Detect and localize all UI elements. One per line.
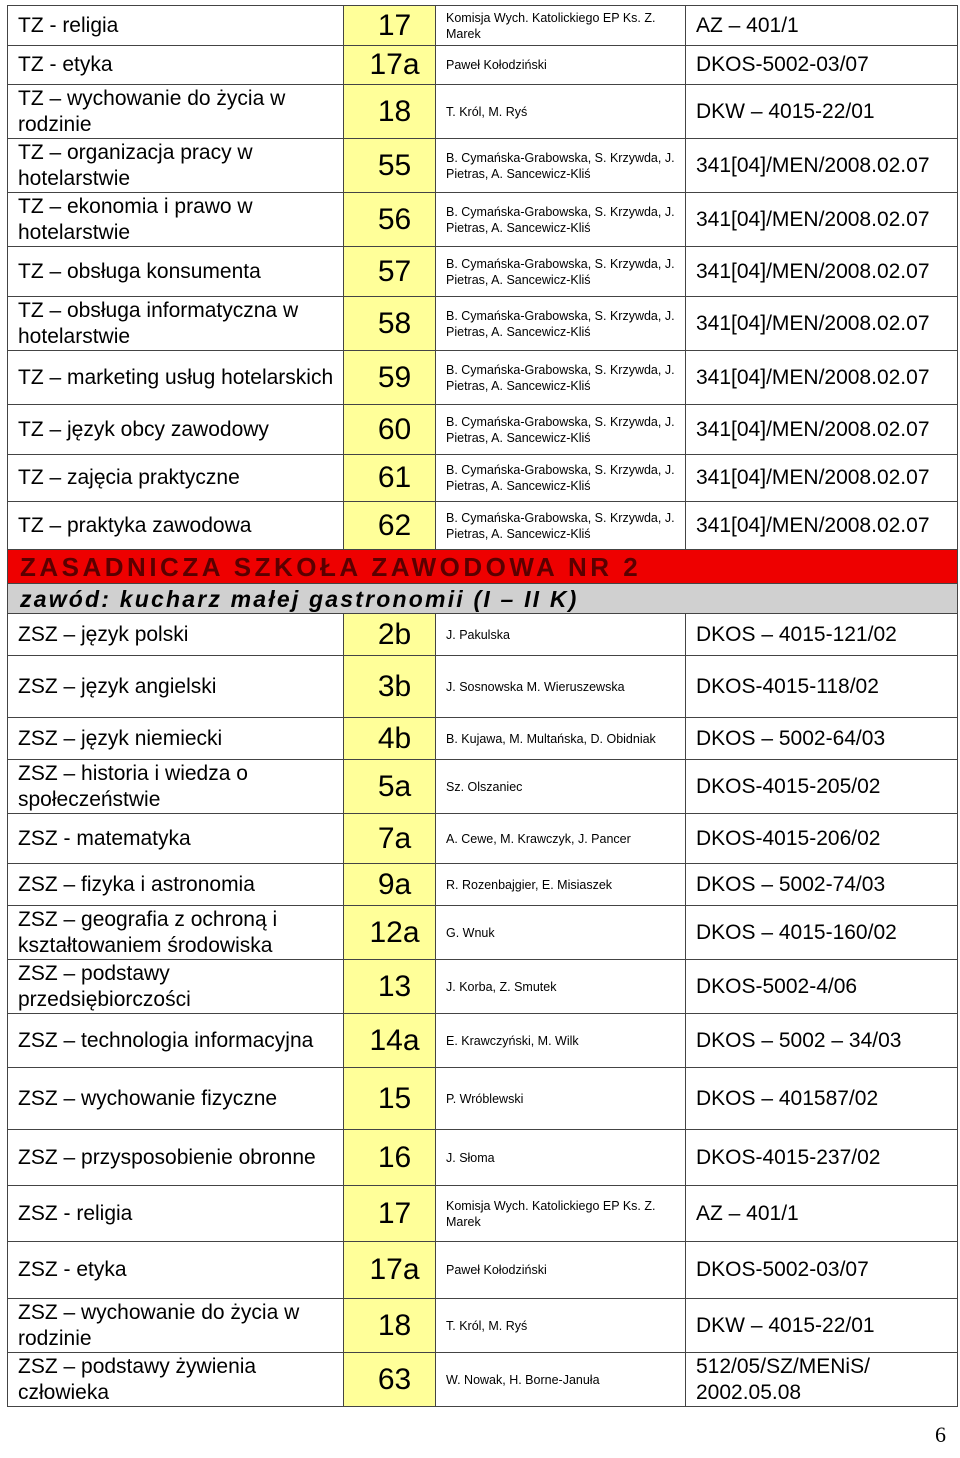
program-number-cell: 59 <box>344 351 436 405</box>
authors-cell: B. Cymańska-Grabowska, S. Krzywda, J. Pietras, A. Sancewicz-Kliś <box>436 139 686 193</box>
table-row <box>8 864 958 906</box>
authors-cell: Paweł Kołodziński <box>436 1242 686 1299</box>
program-number-cell: 7a <box>344 814 436 864</box>
program-code-cell: 341[04]/MEN/2008.02.07 <box>686 139 958 193</box>
authors-cell: R. Rozenbajgier, E. Misiaszek <box>436 864 686 906</box>
subject-cell: ZSZ – wychowanie fizyczne <box>8 1068 344 1130</box>
program-number-cell: 18 <box>344 1299 436 1353</box>
program-number-cell: 61 <box>344 455 436 502</box>
authors-cell: J. Słoma <box>436 1130 686 1186</box>
table-row <box>8 960 958 1014</box>
authors-cell: E. Krawczyński, M. Wilk <box>436 1014 686 1068</box>
subject-cell: ZSZ – język niemiecki <box>8 718 344 760</box>
subject-cell: ZSZ - etyka <box>8 1242 344 1299</box>
subject-cell: ZSZ – język angielski <box>8 656 344 718</box>
section-title: ZASADNICZA SZKOŁA ZAWODOWA NR 2 <box>8 550 958 584</box>
authors-cell: B. Cymańska-Grabowska, S. Krzywda, J. Pietras, A. Sancewicz-Kliś <box>436 405 686 455</box>
subject-cell: ZSZ – geografia z ochroną i kształtowaniem środowiska <box>8 906 344 960</box>
program-code-cell: 341[04]/MEN/2008.02.07 <box>686 247 958 297</box>
subject-cell: ZSZ – język polski <box>8 614 344 656</box>
program-number-cell: 2b <box>344 614 436 656</box>
subject-cell: TZ - etyka <box>8 46 344 85</box>
subject-cell: TZ – obsługa informatyczna w hotelarstwie <box>8 297 344 351</box>
program-number-cell: 55 <box>344 139 436 193</box>
table-row <box>8 455 958 502</box>
program-code-cell: DKOS-5002-03/07 <box>686 1242 958 1299</box>
subject-cell: ZSZ - matematyka <box>8 814 344 864</box>
table-row <box>8 193 958 247</box>
authors-cell: Komisja Wych. Katolickiego EP Ks. Z. Marek <box>436 1186 686 1242</box>
table-row <box>8 139 958 193</box>
page-number: 6 <box>935 1422 946 1447</box>
authors-cell: Komisja Wych. Katolickiego EP Ks. Z. Marek <box>436 6 686 46</box>
program-code-cell: DKOS – 5002-74/03 <box>686 864 958 906</box>
section-subtitle-row <box>8 584 958 614</box>
program-code-cell: 341[04]/MEN/2008.02.07 <box>686 455 958 502</box>
program-number-cell: 4b <box>344 718 436 760</box>
program-number-cell: 63 <box>344 1353 436 1407</box>
program-number-cell: 5a <box>344 760 436 814</box>
program-code-cell: 341[04]/MEN/2008.02.07 <box>686 502 958 550</box>
program-number-cell: 62 <box>344 502 436 550</box>
subject-cell: ZSZ – wychowanie do życia w rodzinie <box>8 1299 344 1353</box>
program-number-cell: 3b <box>344 656 436 718</box>
table-row <box>8 502 958 550</box>
table-row <box>8 1130 958 1186</box>
authors-cell: A. Cewe, M. Krawczyk, J. Pancer <box>436 814 686 864</box>
subject-cell: TZ – obsługa konsumenta <box>8 247 344 297</box>
subject-cell: TZ – język obcy zawodowy <box>8 405 344 455</box>
table-row <box>8 718 958 760</box>
authors-cell: B. Kujawa, M. Multańska, D. Obidniak <box>436 718 686 760</box>
program-code-cell: DKOS-4015-118/02 <box>686 656 958 718</box>
program-number-cell: 17a <box>344 46 436 85</box>
table-row <box>8 614 958 656</box>
authors-cell: G. Wnuk <box>436 906 686 960</box>
program-code-cell: DKW – 4015-22/01 <box>686 1299 958 1353</box>
subject-cell: ZSZ – technologia informacyjna <box>8 1014 344 1068</box>
program-number-cell: 60 <box>344 405 436 455</box>
program-number-cell: 57 <box>344 247 436 297</box>
subject-cell: ZSZ – podstawy przedsiębiorczości <box>8 960 344 1014</box>
program-code-cell: AZ – 401/1 <box>686 6 958 46</box>
table-row <box>8 1068 958 1130</box>
authors-cell: J. Pakulska <box>436 614 686 656</box>
authors-cell: W. Nowak, H. Borne-Januła <box>436 1353 686 1407</box>
subject-cell: TZ – marketing usług hotelarskich <box>8 351 344 405</box>
program-code-cell: 512/05/SZ/MENiS/ 2002.05.08 <box>686 1353 958 1407</box>
curriculum-table <box>7 5 958 1407</box>
program-code-cell: DKOS-4015-237/02 <box>686 1130 958 1186</box>
subject-cell: ZSZ - religia <box>8 1186 344 1242</box>
program-number-cell: 15 <box>344 1068 436 1130</box>
table-row <box>8 405 958 455</box>
program-code-cell: DKOS – 5002 – 34/03 <box>686 1014 958 1068</box>
program-code-cell: DKOS-4015-206/02 <box>686 814 958 864</box>
table-row <box>8 760 958 814</box>
subject-cell: TZ – praktyka zawodowa <box>8 502 344 550</box>
authors-cell: Paweł Kołodziński <box>436 46 686 85</box>
table-row <box>8 297 958 351</box>
table-row <box>8 46 958 85</box>
authors-cell: B. Cymańska-Grabowska, S. Krzywda, J. Pietras, A. Sancewicz-Kliś <box>436 297 686 351</box>
table-row <box>8 1353 958 1407</box>
program-number-cell: 13 <box>344 960 436 1014</box>
program-code-cell: DKOS – 401587/02 <box>686 1068 958 1130</box>
authors-cell: B. Cymańska-Grabowska, S. Krzywda, J. Pietras, A. Sancewicz-Kliś <box>436 502 686 550</box>
program-code-cell: DKOS-5002-03/07 <box>686 46 958 85</box>
table-row <box>8 351 958 405</box>
program-code-cell: 341[04]/MEN/2008.02.07 <box>686 405 958 455</box>
program-code-cell: DKOS – 4015-121/02 <box>686 614 958 656</box>
table-row <box>8 814 958 864</box>
authors-cell: J. Sosnowska M. Wieruszewska <box>436 656 686 718</box>
subject-cell: ZSZ – fizyka i astronomia <box>8 864 344 906</box>
program-number-cell: 14a <box>344 1014 436 1068</box>
subject-cell: TZ – organizacja pracy w hotelarstwie <box>8 139 344 193</box>
program-number-cell: 56 <box>344 193 436 247</box>
table-row <box>8 6 958 46</box>
program-number-cell: 18 <box>344 85 436 139</box>
subject-cell: TZ – wychowanie do życia w rodzinie <box>8 85 344 139</box>
authors-cell: J. Korba, Z. Smutek <box>436 960 686 1014</box>
subject-cell: TZ - religia <box>8 6 344 46</box>
authors-cell: B. Cymańska-Grabowska, S. Krzywda, J. Pietras, A. Sancewicz-Kliś <box>436 351 686 405</box>
program-code-cell: 341[04]/MEN/2008.02.07 <box>686 297 958 351</box>
table-row <box>8 247 958 297</box>
table-row <box>8 656 958 718</box>
authors-cell: P. Wróblewski <box>436 1068 686 1130</box>
authors-cell: Sz. Olszaniec <box>436 760 686 814</box>
section-header-row <box>8 550 958 584</box>
program-code-cell: DKOS – 4015-160/02 <box>686 906 958 960</box>
subject-cell: ZSZ – przysposobienie obronne <box>8 1130 344 1186</box>
program-number-cell: 9a <box>344 864 436 906</box>
program-number-cell: 12a <box>344 906 436 960</box>
program-number-cell: 17a <box>344 1242 436 1299</box>
subject-cell: TZ – ekonomia i prawo w hotelarstwie <box>8 193 344 247</box>
program-number-cell: 58 <box>344 297 436 351</box>
authors-cell: B. Cymańska-Grabowska, S. Krzywda, J. Pietras, A. Sancewicz-Kliś <box>436 193 686 247</box>
program-code-cell: DKOS-5002-4/06 <box>686 960 958 1014</box>
table-row <box>8 85 958 139</box>
program-code-cell: DKOS-4015-205/02 <box>686 760 958 814</box>
table-row <box>8 1242 958 1299</box>
authors-cell: B. Cymańska-Grabowska, S. Krzywda, J. Pietras, A. Sancewicz-Kliś <box>436 247 686 297</box>
table-row <box>8 1014 958 1068</box>
program-number-cell: 17 <box>344 1186 436 1242</box>
table-row <box>8 1186 958 1242</box>
program-code-cell: AZ – 401/1 <box>686 1186 958 1242</box>
authors-cell: T. Król, M. Ryś <box>436 85 686 139</box>
subject-cell: ZSZ – podstawy żywienia człowieka <box>8 1353 344 1407</box>
section-subtitle: zawód: kucharz małej gastronomii (I – II K) <box>8 584 958 614</box>
subject-cell: ZSZ – historia i wiedza o społeczeństwie <box>8 760 344 814</box>
table-row <box>8 1299 958 1353</box>
authors-cell: B. Cymańska-Grabowska, S. Krzywda, J. Pietras, A. Sancewicz-Kliś <box>436 455 686 502</box>
program-code-cell: DKW – 4015-22/01 <box>686 85 958 139</box>
program-code-cell: DKOS – 5002-64/03 <box>686 718 958 760</box>
program-number-cell: 17 <box>344 6 436 46</box>
program-number-cell: 16 <box>344 1130 436 1186</box>
program-code-cell: 341[04]/MEN/2008.02.07 <box>686 351 958 405</box>
table-row <box>8 906 958 960</box>
subject-cell: TZ – zajęcia praktyczne <box>8 455 344 502</box>
authors-cell: T. Król, M. Ryś <box>436 1299 686 1353</box>
program-code-cell: 341[04]/MEN/2008.02.07 <box>686 193 958 247</box>
